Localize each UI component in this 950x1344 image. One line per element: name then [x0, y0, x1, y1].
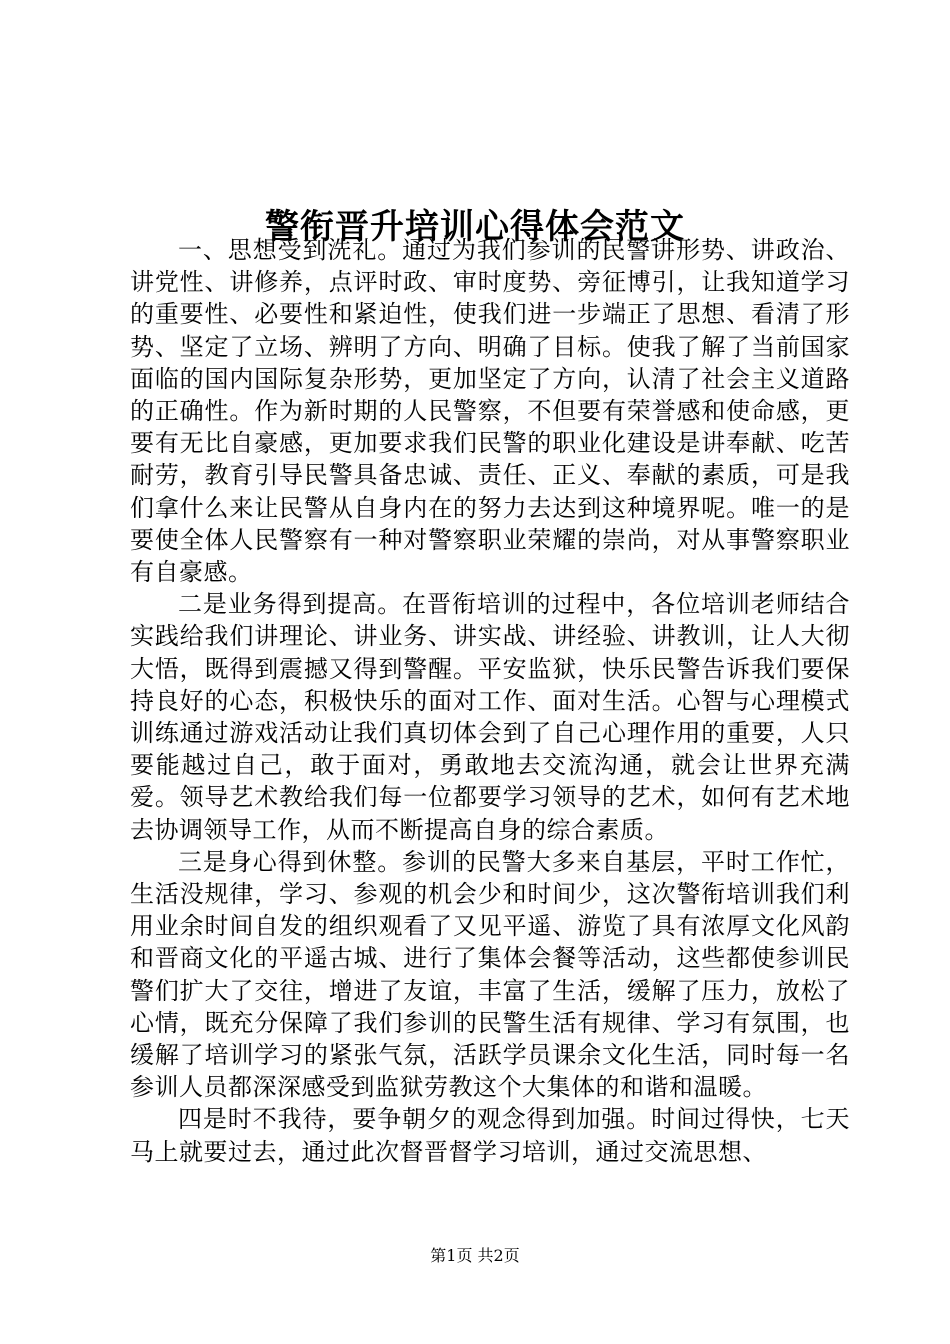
document-body — [130, 234, 850, 1168]
page-title: 警衔晋升培训心得体会范文 — [265, 206, 685, 247]
paragraph-1: 一、思想受到洗礼。通过为我们参训的民警讲形势、讲政治、讲党性、讲修养，点评时政、审时度势、旁征博引，让我知道学习的重要性、必要性和紧迫性，使我们进一步端正了思想、看清了形势、坚定了立场、辨明了方向、明确了目标。使我了解了当前国家面临的国内国际复杂形势，更加坚定了方向，认清了社会主义道路的正确性。作为新时期的人民警察，不但要有荣誉感和使命感，更要有无比自豪感，更加要求我们民警的职业化建设是讲奉献、吃苦耐劳，教育引导民警具备忠诚、责任、正义、奉献的素质，可是我们拿什么来让民警从自身内在的努力去达到这种境界呢。唯一的是要使全体人民警察有一种对警察职业荣耀的崇尚，对从事警察职业有自豪感。 — [130, 236, 850, 587]
paragraph-4: 四是时不我待，要争朝夕的观念得到加强。时间过得快，七天马上就要过去，通过此次督晋督学习培训，通过交流思想、 — [130, 1105, 850, 1166]
paragraph-3: 三是身心得到休整。参训的民警大多来自基层，平时工作忙，生活没规律，学习、参观的机会少和时间少，这次警衔培训我们利用业余时间自发的组织观看了又见平遥、游览了具有浓厚文化风韵和晋商文化的平遥古城、进行了集体会餐等活动，这些都使参训民警们扩大了交往，增进了友谊，丰富了生活，缓解了压力，放松了心情，既充分保障了我们参训的民警生活有规律、学习有氛围，也缓解了培训学习的紧张气氛，活跃学员课余文化生活，同时每一名参训人员都深深感受到监狱劳教这个大集体的和谐和温暖。 — [130, 847, 850, 1102]
page-footer: 第1页 共2页 — [430, 1246, 520, 1265]
paragraph-2: 二是业务得到提高。在晋衔培训的过程中，各位培训老师结合实践给我们讲理论、讲业务、讲实战、讲经验、讲教训，让人大彻大悟，既得到震撼又得到警醒。平安监狱，快乐民警告诉我们要保持良好的心态，积极快乐的面对工作、面对生活。心智与心理模式训练通过游戏活动让我们真切体会到了自己心理作用的重要，人只要能越过自己，敢于面对，勇敢地去交流沟通，就会让世界充满爱。领导艺术教给我们每一位都要学习领导的艺术，如何有艺术地去协调领导工作，从而不断提高自身的综合素质。 — [130, 590, 850, 844]
